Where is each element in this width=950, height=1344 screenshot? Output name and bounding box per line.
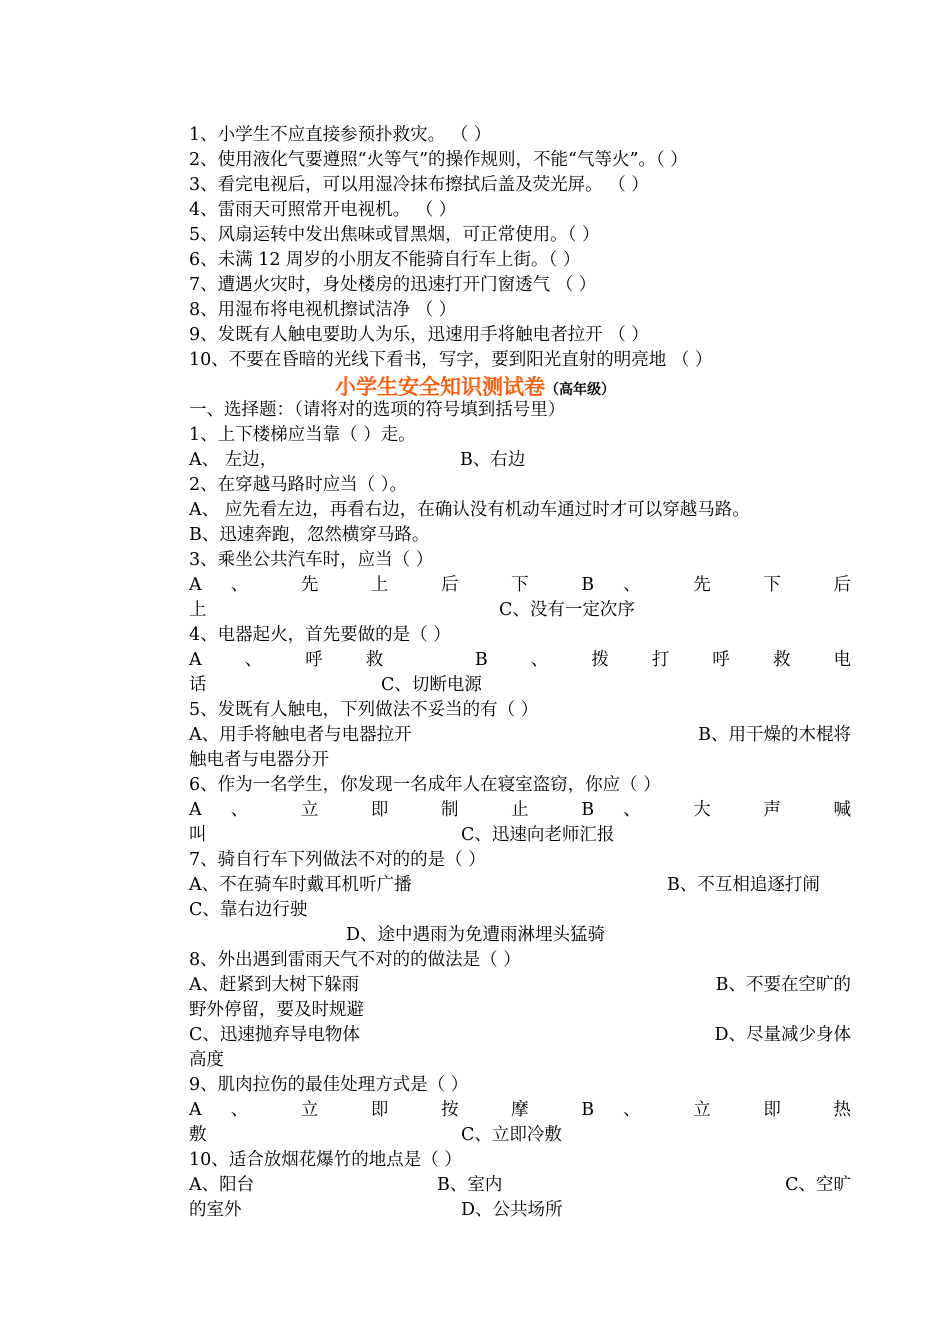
option-row: A、呼救 B、拨打呼救电 — [189, 650, 851, 670]
judgement-item: 1、小学生不应直接参预扑救灾。 （ ） — [189, 125, 492, 145]
judgement-item: 10、不要在昏暗的光线下看书，写字，要到阳光直射的明亮地 （ ） — [189, 350, 713, 370]
option-row — [189, 1023, 851, 1048]
option-a: A、阳台 — [189, 1175, 255, 1195]
option-row — [189, 598, 851, 623]
option-c: C、迅速抛弃导电物体 — [189, 1025, 360, 1045]
judgement-item: 3、看完电视后，可以用湿冷抹布擦拭后盖及荧光屏。 （ ） — [189, 175, 649, 195]
question-stem: 1、上下楼梯应当靠（ ）走。 — [189, 425, 416, 445]
question-stem: 6、作为一名学生，你发现一名成年人在寝室盗窃，你应（ ） — [189, 775, 661, 795]
question-stem: 8、外出遇到雷雨天气不对的的做法是（ ） — [189, 950, 521, 970]
option-a: A、不在骑车时戴耳机听广播 — [189, 875, 412, 895]
option-continuation: 叫 — [189, 825, 207, 845]
option-row — [189, 873, 851, 898]
option-row — [189, 923, 851, 948]
title-grade: （高年级） — [545, 382, 615, 398]
option-continuation: 敷 — [189, 1125, 207, 1145]
judgement-item: 7、遭遇火灾时，身处楼房的迅速打开门窗透气 （ ） — [189, 275, 597, 295]
option-a: A、用手将触电者与电器拉开 — [189, 725, 412, 745]
option-d: D、途中遇雨为免遭雨淋埋头猛骑 — [346, 925, 606, 945]
option-a: A、 左边， — [189, 450, 278, 470]
option-row: A 、 先 上 后 下 B 、 先 下 后 — [189, 575, 851, 595]
option-b: B、室内 — [437, 1175, 503, 1195]
option-c: C、没有一定次序 — [499, 600, 635, 620]
option-b: B、迅速奔跑，忽然横穿马路。 — [189, 525, 430, 545]
question-stem: 5、发既有人触电，下列做法不妥当的有（ ） — [189, 700, 539, 720]
question-stem: 7、骑自行车下列做法不对的的是（ ） — [189, 850, 486, 870]
option-row — [189, 1198, 851, 1223]
option-a: A、赶紧到大树下躲雨 — [189, 975, 360, 995]
option-row — [189, 1123, 851, 1148]
option-c: C、空旷 — [785, 1175, 851, 1195]
option-continuation: 高度 — [189, 1050, 224, 1070]
title-main: 小学生安全知识测试卷 — [335, 374, 545, 399]
option-row — [189, 723, 851, 748]
judgement-item: 2、使用液化气要遵照“火等气”的操作规则，不能“气等火”。（ ） — [189, 150, 688, 170]
option-b: B、用干燥的木棍将 — [698, 725, 851, 745]
option-c: C、立即冷敷 — [461, 1125, 562, 1145]
option-d: D、公共场所 — [461, 1200, 563, 1220]
question-stem: 3、乘坐公共汽车时，应当（ ） — [189, 550, 434, 570]
judgement-item: 9、发既有人触电要助人为乐，迅速用手将触电者拉开 （ ） — [189, 325, 649, 345]
question-stem: 9、肌肉拉伤的最佳处理方式是（ ） — [189, 1075, 469, 1095]
judgement-item: 4、雷雨天可照常开电视机。 （ ） — [189, 200, 457, 220]
option-b: B、右边 — [460, 450, 526, 470]
question-stem: 10、适合放烟花爆竹的地点是（ ） — [189, 1150, 462, 1170]
option-c: C、切断电源 — [381, 675, 482, 695]
option-row — [189, 673, 851, 698]
option-continuation: 话 — [189, 675, 207, 695]
option-continuation: 的室外 — [189, 1200, 242, 1220]
option-b: B、不要在空旷的 — [715, 975, 851, 995]
section-heading: 一、选择题：（请将对的选项的符号填到括号里） — [189, 400, 566, 420]
option-row: A 、 立 即 按 摩 B 、 立 即 热 — [189, 1100, 851, 1120]
option-c: C、靠右边行驶 — [189, 900, 308, 920]
option-row — [189, 448, 851, 473]
option-continuation: 上 — [189, 600, 207, 620]
option-a: A、 应先看左边，再看右边，在确认没有机动车通过时才可以穿越马路。 — [189, 500, 750, 520]
option-c: C、迅速向老师汇报 — [461, 825, 615, 845]
judgement-item: 6、未满 12 周岁的小朋友不能骑自行车上街。（ ） — [189, 250, 581, 270]
option-row — [189, 1173, 851, 1198]
option-row — [189, 823, 851, 848]
question-stem: 2、在穿越马路时应当（ ）。 — [189, 475, 407, 495]
option-d: D、尽量减少身体 — [714, 1025, 851, 1045]
option-row: A 、 立 即 制 止 B 、 大 声 喊 — [189, 800, 851, 820]
option-continuation: 野外停留，要及时规避 — [189, 1000, 364, 1020]
option-row — [189, 973, 851, 998]
question-stem: 4、电器起火，首先要做的是（ ） — [189, 625, 451, 645]
judgement-item: 5、风扇运转中发出焦味或冒黑烟，可正常使用。（ ） — [189, 225, 600, 245]
option-continuation: 触电者与电器分开 — [189, 750, 329, 770]
option-b: B、不互相追逐打闹 — [667, 875, 820, 895]
judgement-item: 8、用湿布将电视机擦试洁净 （ ） — [189, 300, 457, 320]
